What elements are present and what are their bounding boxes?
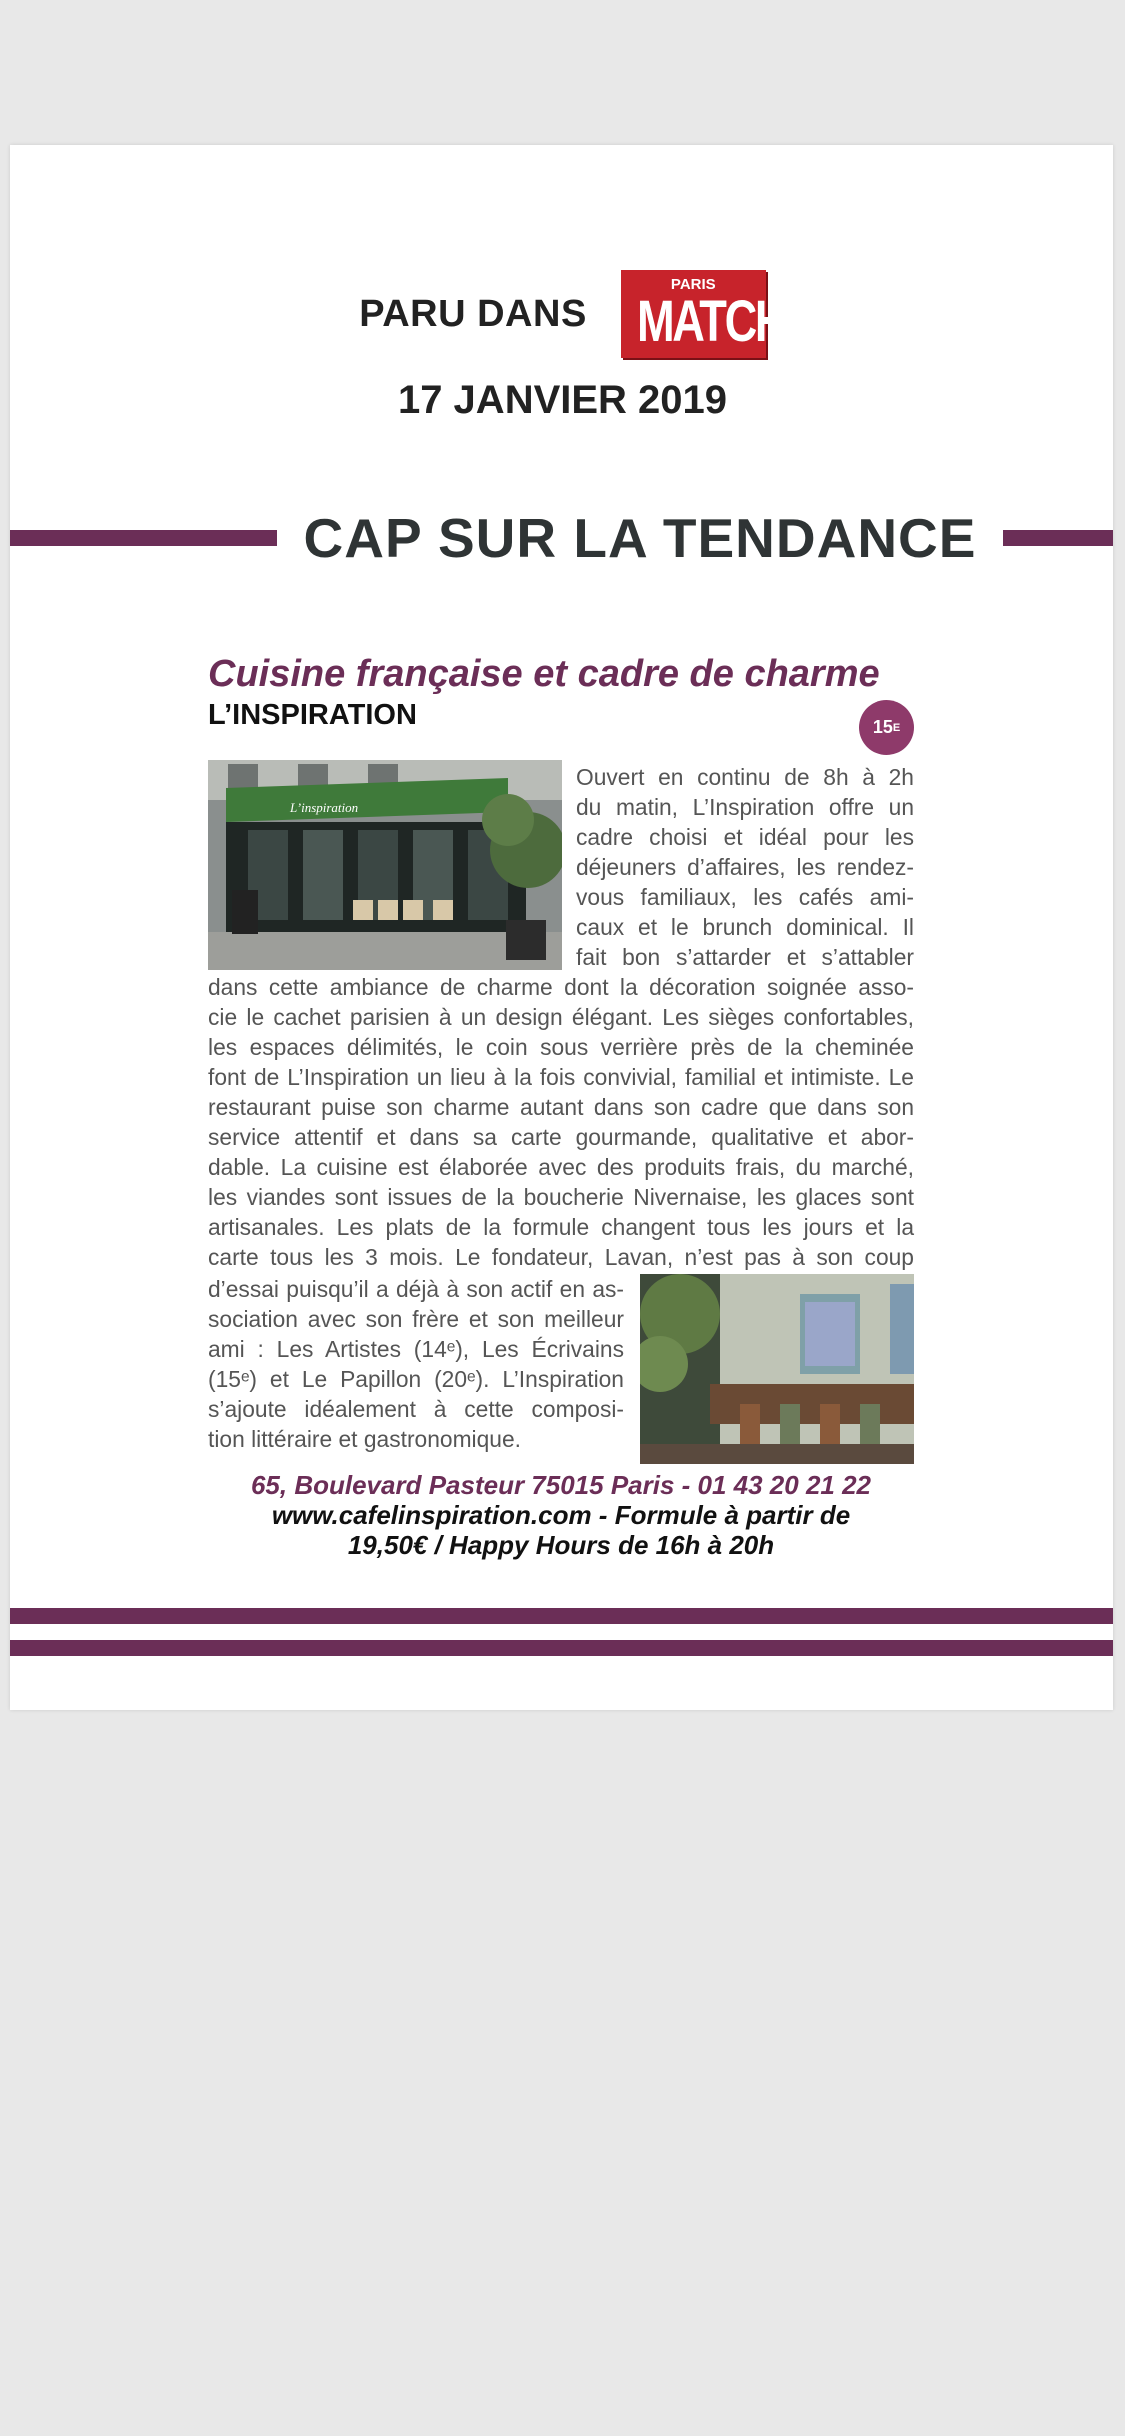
text-line: restaurant puise son charme autant dans son cadre que dans son <box>208 1094 914 1120</box>
text-line: dans cette ambiance de charme dont la décoration soignée asso- <box>208 974 914 1000</box>
headline-rule-left <box>10 530 277 546</box>
article-text-beside-photo2 <box>208 1274 624 1454</box>
footer-bar-bottom <box>10 1640 1113 1656</box>
restaurant-interior-photo <box>640 1274 914 1464</box>
publication-date: 17 JANVIER 2019 <box>397 378 728 422</box>
text-line: cie le cachet parisien à un design élégant. Les sièges confortables, <box>208 1004 914 1030</box>
facade-illustration <box>208 760 562 970</box>
paru-dans-label: PARU DANS <box>359 292 587 335</box>
text-line: s’ajoute idéalement à cette composi- <box>208 1396 624 1422</box>
article-text-beside-photo1 <box>576 762 914 972</box>
text-line: sociation avec son frère et son meilleur <box>208 1306 624 1332</box>
paris-match-logo <box>621 270 786 358</box>
text-line: les espaces délimités, le coin sous verrière près de la cheminée <box>208 1034 914 1060</box>
text-line: (15ᵉ) et Le Papillon (20ᵉ). L’Inspiration <box>208 1366 624 1392</box>
article-title: Cuisine française et cadre de charme <box>208 653 880 695</box>
headline: CAP SUR LA TENDANCE <box>303 507 977 569</box>
text-line: les viandes sont issues de la boucherie Nivernaise, les glaces sont <box>208 1184 914 1210</box>
text-line: déjeuners d’affaires, les rendez- <box>576 854 914 880</box>
restaurant-facade-photo <box>208 760 562 970</box>
text-line: vous familiaux, les cafés ami- <box>576 884 914 910</box>
text-line: tion littéraire et gastronomique. <box>208 1426 521 1452</box>
article-text-full <box>208 972 914 1272</box>
badge-sup: E <box>892 721 901 734</box>
text-line: Ouvert en continu de 8h à 2h <box>576 764 914 790</box>
footer-bar-top <box>10 1608 1113 1624</box>
text-line: font de L’Inspiration un lieu à la fois convivial, familial et intimiste. Le <box>208 1064 914 1090</box>
text-line: carte tous les 3 mois. Le fondateur, Lavan, n’est pas à son coup <box>208 1244 914 1270</box>
interior-illustration <box>640 1274 914 1464</box>
arrondissement-badge <box>859 700 914 755</box>
address-phone: 65, Boulevard Pasteur 75015 Paris - 01 43 20 21 22 <box>250 1470 872 1500</box>
text-line: fait bon s’attarder et s’attabler <box>576 944 914 970</box>
text-line: du matin, L’Inspiration offre un <box>576 794 914 820</box>
text-line: artisanales. Les plats de la formule changent tous les jours et la <box>208 1214 914 1240</box>
logo-match-text: MATCH <box>636 289 786 354</box>
text-line: caux et le brunch dominical. Il <box>576 914 914 940</box>
logo-paris-text: PARIS <box>670 276 716 293</box>
text-line: service attentif et dans sa carte gourmande, qualitative et abor- <box>208 1124 914 1150</box>
text-line: dable. La cuisine est élaborée avec des produits frais, du marché, <box>208 1154 914 1180</box>
price-happy-hours: 19,50€ / Happy Hours de 16h à 20h <box>347 1530 775 1560</box>
text-line: ami : Les Artistes (14ᵉ), Les Écrivains <box>208 1336 624 1362</box>
awning-sign-text: L’inspiration <box>290 800 359 815</box>
text-line: d’essai puisqu’il a déjà à son actif en as- <box>208 1276 624 1302</box>
text-line: cadre choisi et idéal pour les <box>576 824 914 850</box>
badge-number: 15 <box>872 717 893 737</box>
article-subtitle: L’INSPIRATION <box>208 699 417 731</box>
headline-rule-right <box>1003 530 1113 546</box>
published-in <box>0 270 1125 358</box>
website-formula: www.cafelinspiration.com - Formule à partir de <box>271 1500 851 1530</box>
